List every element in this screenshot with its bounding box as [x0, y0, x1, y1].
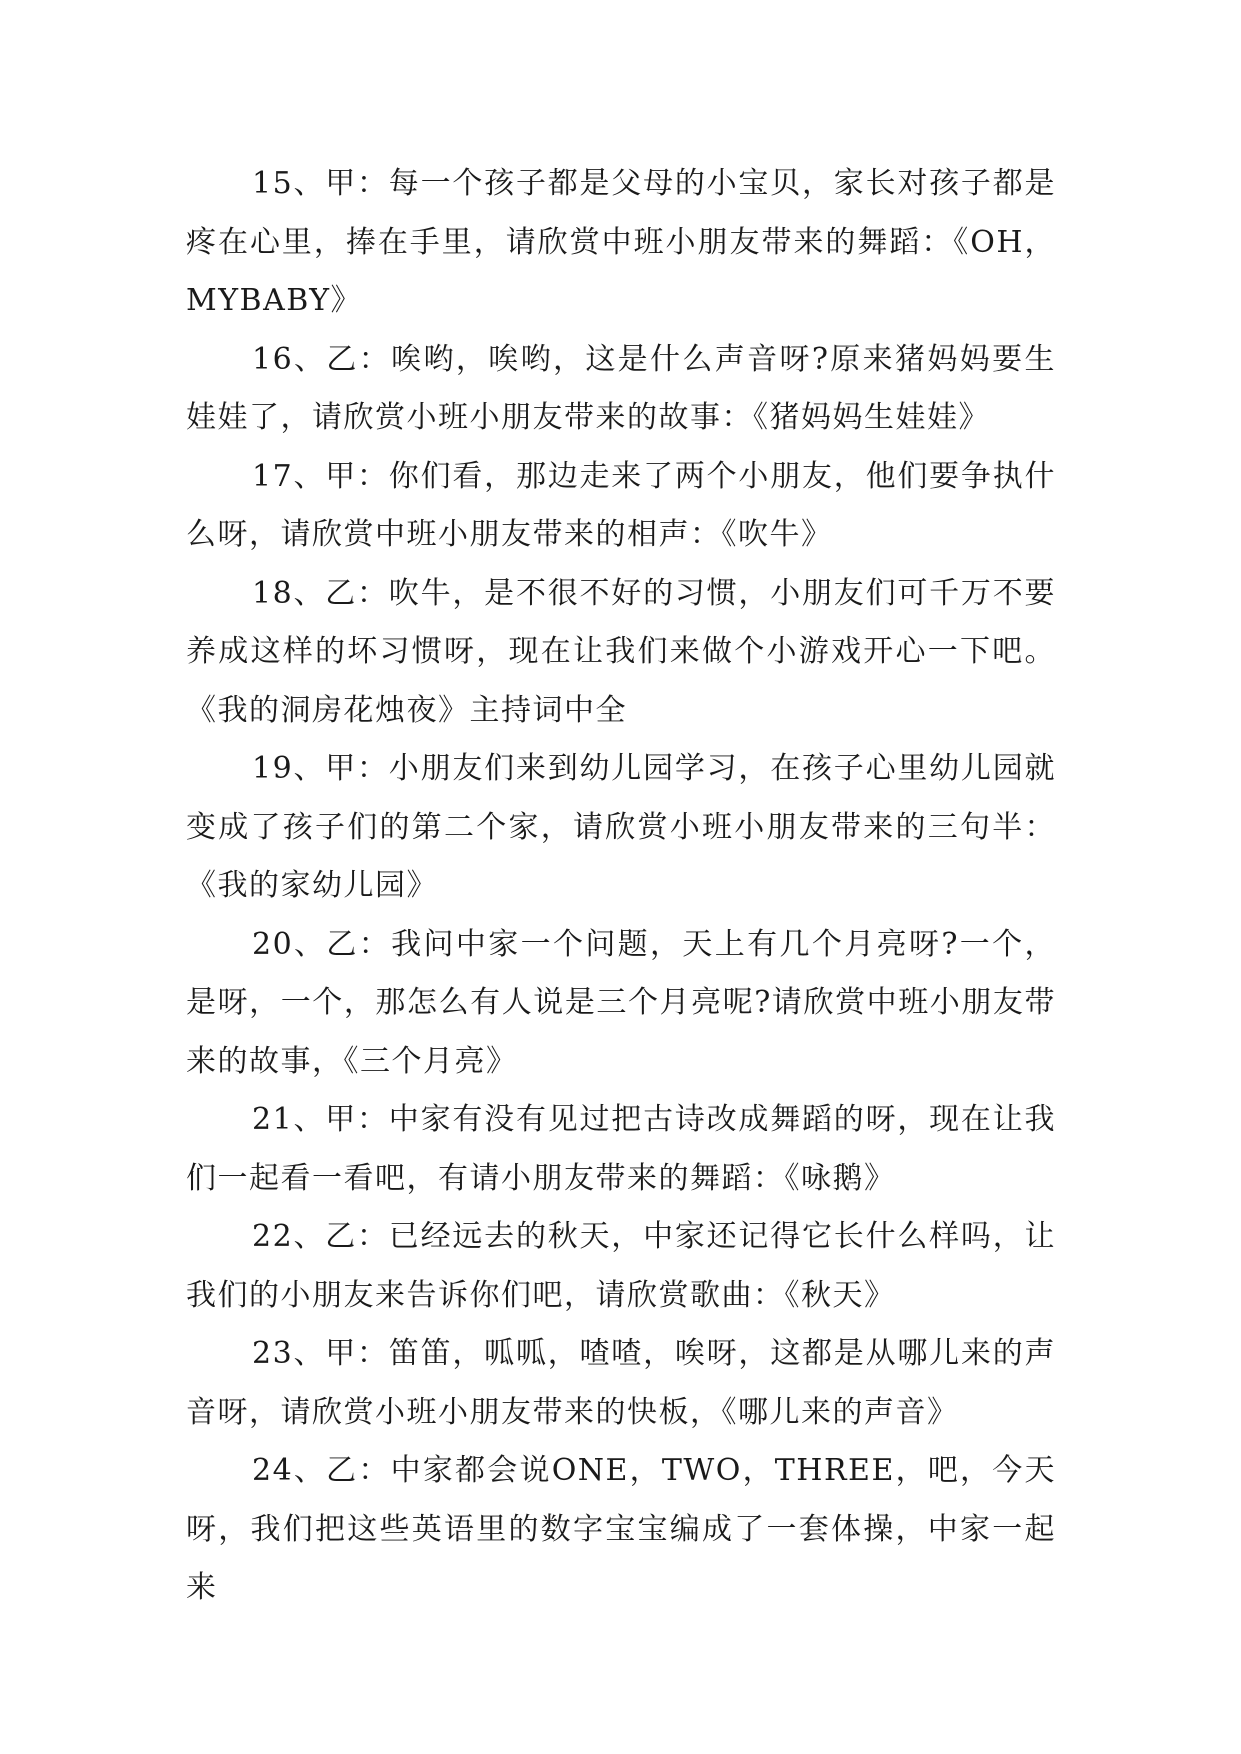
paragraph-24: 24、乙：中家都会说ONE，TWO，THREE，吧，今天呀，我们把这些英语里的数字宝宝编成了一套体操，中家一起来	[186, 1453, 1056, 1605]
paragraph-22: 22、乙：已经远去的秋天，中家还记得它长什么样吗，让我们的小朋友来告诉你们吧，请欣赏歌曲：《秋天》	[186, 1219, 1056, 1313]
paragraph-15: 15、甲：每一个孩子都是父母的小宝贝，家长对孩子都是疼在心里，捧在手里，请欣赏中班小朋友带来的舞蹈：《OH，MYBABY》	[186, 166, 1056, 318]
paragraph-17: 17、甲：你们看，那边走来了两个小朋友，他们要争执什么呀，请欣赏中班小朋友带来的相声：《吹牛》	[186, 458, 1056, 552]
document-body	[186, 155, 1056, 1618]
paragraph-23: 23、甲：笛笛，呱呱，喳喳，唉呀，这都是从哪儿来的声音呀，请欣赏小班小朋友带来的快板，《哪儿来的声音》	[186, 1336, 1056, 1430]
paragraph-19: 19、甲：小朋友们来到幼儿园学习，在孩子心里幼儿园就变成了孩子们的第二个家，请欣赏小班小朋友带来的三句半：《我的家幼儿园》	[186, 751, 1056, 903]
paragraph-16: 16、乙：唉哟，唉哟，这是什么声音呀?原来猪妈妈要生娃娃了，请欣赏小班小朋友带来的故事：《猪妈妈生娃娃》	[186, 341, 1056, 435]
paragraph-21: 21、甲：中家有没有见过把古诗改成舞蹈的呀，现在让我们一起看一看吧，有请小朋友带来的舞蹈：《咏鹅》	[186, 1102, 1056, 1196]
paragraph-20: 20、乙：我问中家一个问题，天上有几个月亮呀?一个，是呀，一个，那怎么有人说是三个月亮呢?请欣赏中班小朋友带来的故事，《三个月亮》	[186, 926, 1056, 1079]
paragraph-18: 18、乙：吹牛，是不很不好的习惯，小朋友们可千万不要养成这样的坏习惯呀，现在让我们来做个小游戏开心一下吧。《我的洞房花烛夜》主持词中全	[186, 575, 1056, 728]
